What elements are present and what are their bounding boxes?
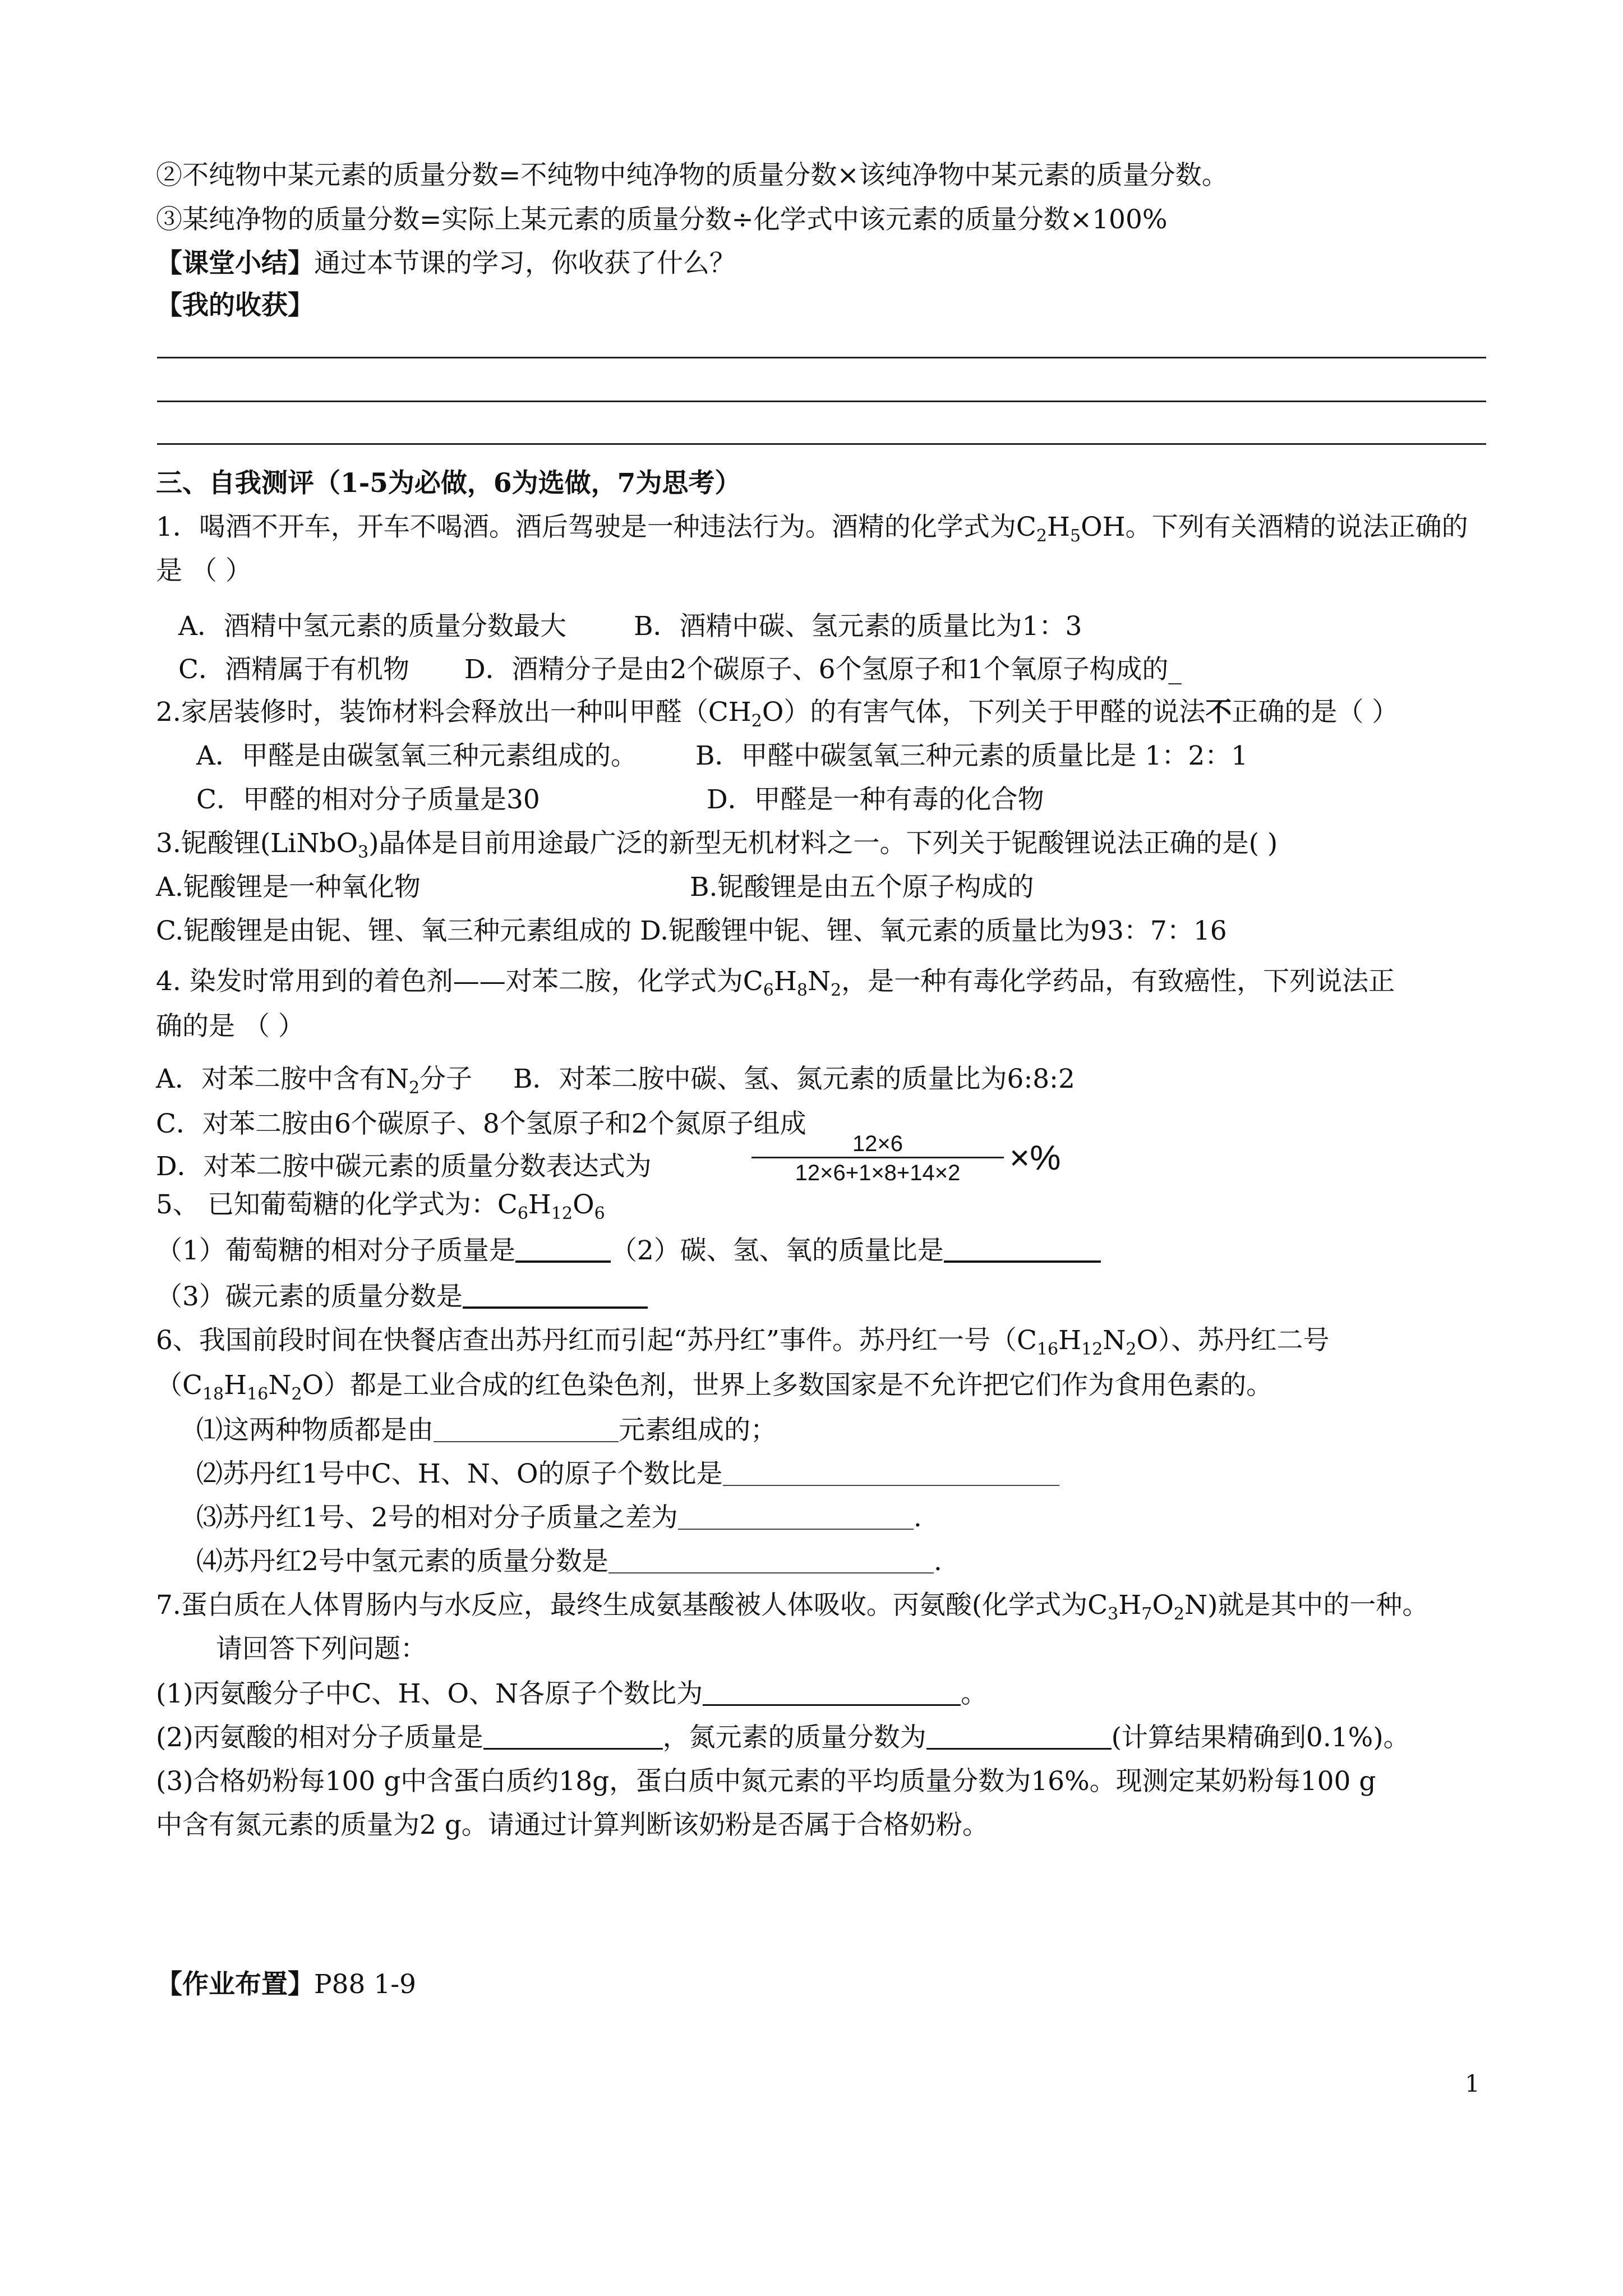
q6-stem-cont: $(C_{18}H_{16}N_2O)$都是工业合成的红色染色剂，世界上多数国家是不允许把它们作为食用色素的。 xyxy=(156,1370,1273,1404)
answer-rule-1 xyxy=(157,357,1486,358)
fraction-denominator: 12×6+1×8+14×2 xyxy=(795,1161,961,1185)
homework-label: 【作业布置】 xyxy=(156,1969,314,2000)
q7-answer-blank-1[interactable] xyxy=(703,1680,961,1706)
formula-note-2: ②不纯物中某元素的质量分数=不纯物中纯净物的质量分数×该纯净物中某元素的质量分数。 xyxy=(156,160,1228,191)
q1-option-a: A．酒精中氢元素的质量分数最大 xyxy=(178,611,566,642)
answer-rule-2 xyxy=(157,401,1486,402)
q6-answer-blank-4[interactable] xyxy=(608,1549,934,1573)
fraction-percent: ×% xyxy=(1009,1139,1061,1177)
q7-part-2: (2)丙氨酸的相对分子质量是 ，氮元素的质量分数为 (计算结果精确到0.1%)。 xyxy=(156,1722,1410,1753)
class-summary-text: 通过本节课的学习，你收获了什么？ xyxy=(314,248,736,279)
q4-option-c: C．对苯二胺由6个碳原子、8个氢原子和2个氮原子组成 xyxy=(156,1108,806,1139)
homework-text: P88 1-9 xyxy=(314,1969,417,2000)
q7-part-1: (1)丙氨酸分子中C、H、O、N各原子个数比为 。 xyxy=(156,1678,988,1709)
q3-option-a: A.铌酸锂是一种氧化物 xyxy=(156,872,421,903)
page-number: 1 xyxy=(1465,2070,1480,2097)
q7-instruction: 请回答下列问题： xyxy=(216,1634,427,1664)
q6-part-4: ⑷苏丹红2号中氢元素的质量分数是 . xyxy=(196,1546,942,1577)
q7-part-3-cont: 中含有氮元素的质量为2 g。请通过计算判断该奶粉是否属于合格奶粉。 xyxy=(156,1810,989,1841)
q6-part-3: ⑶苏丹红1号、2号的相对分子质量之差为 . xyxy=(196,1502,922,1533)
fraction-numerator: 12×6 xyxy=(852,1131,903,1156)
homework xyxy=(156,1968,416,2001)
q5-part-1: （1）葡萄糖的相对分子质量是 （2）碳、氢、氧的质量比是 xyxy=(156,1234,1101,1268)
q1-stem-cont: 是 （ ） xyxy=(156,555,252,586)
class-summary xyxy=(156,247,736,280)
answer-rule-3 xyxy=(157,443,1486,445)
q6-part-1: ⑴这两种物质都是由 元素组成的； xyxy=(196,1415,777,1446)
q4-option-b: B．对苯二胺中碳、氢、氮元素的质量比为6:8:2 xyxy=(513,1064,1075,1094)
q7-answer-blank-2[interactable] xyxy=(483,1723,663,1750)
q7-stem: 7.蛋白质在人体胃肠内与水反应，最终生成氨基酸被人体吸收。丙氨酸(化学式为$C_3H_7O_2N$)就是其中的一种。 xyxy=(156,1590,1429,1624)
fraction-bar xyxy=(751,1157,1004,1158)
q6-answer-blank-2[interactable] xyxy=(723,1461,1059,1486)
class-summary-label: 【课堂小结】 xyxy=(156,248,314,279)
q1-option-d: D．酒精分子是由2个碳原子、6个氢原子和1个氧原子构成的_ xyxy=(464,654,1182,685)
q1-option-b: B．酒精中碳、氢元素的质量比为1：3 xyxy=(634,611,1082,642)
q5-stem: 5、 已知葡萄糖的化学式为：$C_6H_{12}O_6$ xyxy=(156,1189,605,1223)
q5-answer-blank-2[interactable] xyxy=(944,1236,1101,1263)
q7-part-3: (3)合格奶粉每100 g中含蛋白质约18g，蛋白质中氮元素的平均质量分数为16%。现测定某奶粉每100 g xyxy=(156,1766,1376,1797)
q2-option-a: A．甲醛是由碳氢氧三种元素组成的。 xyxy=(196,740,637,771)
q2-option-c: C．甲醛的相对分子质量是30 xyxy=(196,784,540,815)
q6-part-2: ⑵苏丹红1号中C、H、N、O的原子个数比是 xyxy=(196,1457,1059,1491)
q1-stem: 1．喝酒不开车，开车不喝酒。酒后驾驶是一种违法行为。酒精的化学式为$C_2H_5OH$。下列有关酒精的说法正确的 xyxy=(156,512,1468,546)
q6-answer-blank-3[interactable] xyxy=(678,1505,914,1530)
section-title: 三、自我测评（1-5为必做，6为选做，7为思考） xyxy=(156,468,741,499)
q2-option-b: B．甲醛中碳氢氧三种元素的质量比是 1：2：1 xyxy=(695,740,1248,771)
q4-option-a: A．对苯二胺中含有$N_2$分子 xyxy=(156,1064,473,1098)
q7-answer-blank-3[interactable] xyxy=(926,1723,1112,1750)
q6-answer-blank-1[interactable] xyxy=(434,1418,619,1442)
q3-option-b: B.铌酸锂是由五个原子构成的 xyxy=(690,872,1034,903)
q2-stem: 2.家居装修时，装饰材料会释放出一种叫甲醛$(CH_2O)$的有害气体，下列关于甲醛的说法不正确的是（ ） xyxy=(156,697,1399,731)
q5-answer-blank-1[interactable] xyxy=(515,1236,611,1263)
q3-option-cd: C.铌酸锂是由铌、锂、氧三种元素组成的 D.铌酸锂中铌、锂、氧元素的质量比为93：7：16 xyxy=(156,915,1227,946)
carbon-fraction-expression xyxy=(751,1131,1066,1185)
q4-option-d: D．对苯二胺中碳元素的质量分数表达式为 xyxy=(156,1151,652,1182)
q5-part-3: （3）碳元素的质量分数是 xyxy=(156,1280,648,1314)
q2-option-d: D．甲醛是一种有毒的化合物 xyxy=(707,784,1044,815)
q3-stem: 3.铌酸锂(LiNbO$_3$)晶体是目前用途最广泛的新型无机材料之一。下列关于铌酸锂说法正确的是( ) xyxy=(156,828,1278,862)
my-gain-label: 【我的收获】 xyxy=(156,290,314,321)
q6-stem: 6、我国前段时间在快餐店查出苏丹红而引起“苏丹红”事件。苏丹红一号$(C_{16}H_{12}N_2O)$、苏丹红二号 xyxy=(156,1325,1330,1359)
q4-stem-cont: 确的是 （ ） xyxy=(156,1011,305,1042)
q1-option-c: C．酒精属于有机物 xyxy=(178,654,409,685)
q4-stem: 4. 染发时常用到的着色剂——对苯二胺，化学式为$C_6H_8N_2$，是一种有毒化学药品，有致癌性，下列说法正 xyxy=(156,966,1395,1000)
formula-note-3: ③某纯净物的质量分数=实际上某元素的质量分数÷化学式中该元素的质量分数×100% xyxy=(156,204,1168,235)
q5-answer-blank-3[interactable] xyxy=(463,1282,648,1309)
